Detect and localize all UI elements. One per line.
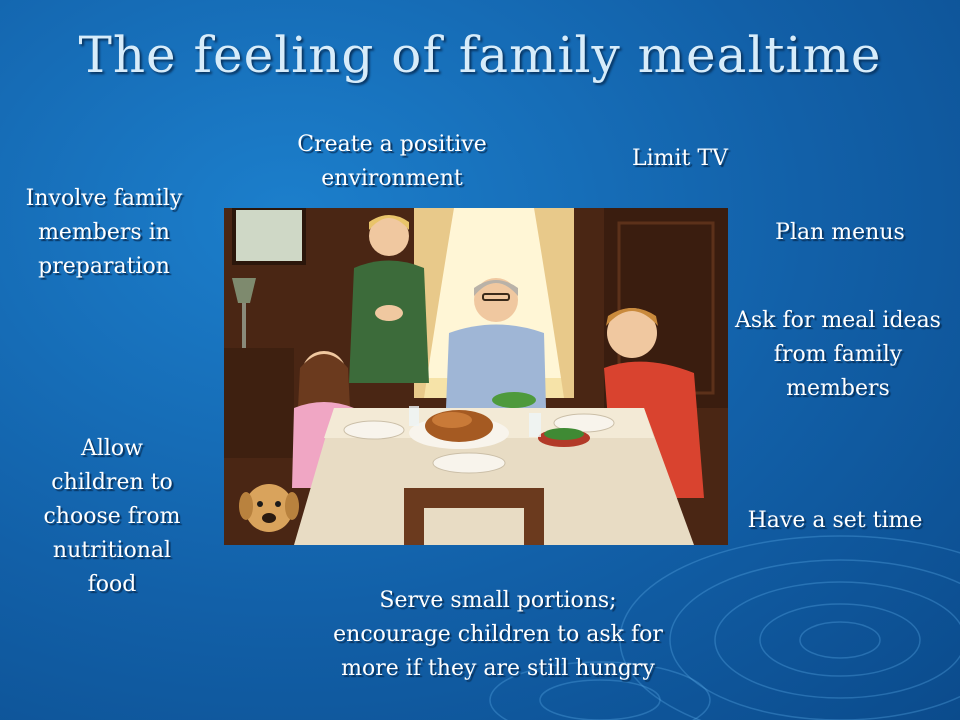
tip-ask-meal-ideas: Ask for meal ideas from family members bbox=[735, 308, 941, 401]
tip-involve-family: Involve family members in preparation bbox=[25, 186, 183, 279]
tip-plan-menus: Plan menus bbox=[775, 220, 905, 245]
tip-allow-children-choose: Allow children to choose from nutritional food bbox=[43, 436, 181, 597]
tip-positive-environment: Create a positive environment bbox=[297, 132, 487, 191]
tip-set-time: Have a set time bbox=[747, 508, 923, 533]
tip-small-portions: Serve small portions; encourage children to ask for more if they are still hungry bbox=[333, 588, 663, 681]
slide-title: The feeling of family mealtime bbox=[78, 26, 882, 84]
family-dinner-illustration bbox=[224, 208, 728, 545]
family-dinner-photo bbox=[224, 208, 728, 545]
tip-limit-tv: Limit TV bbox=[632, 146, 728, 171]
